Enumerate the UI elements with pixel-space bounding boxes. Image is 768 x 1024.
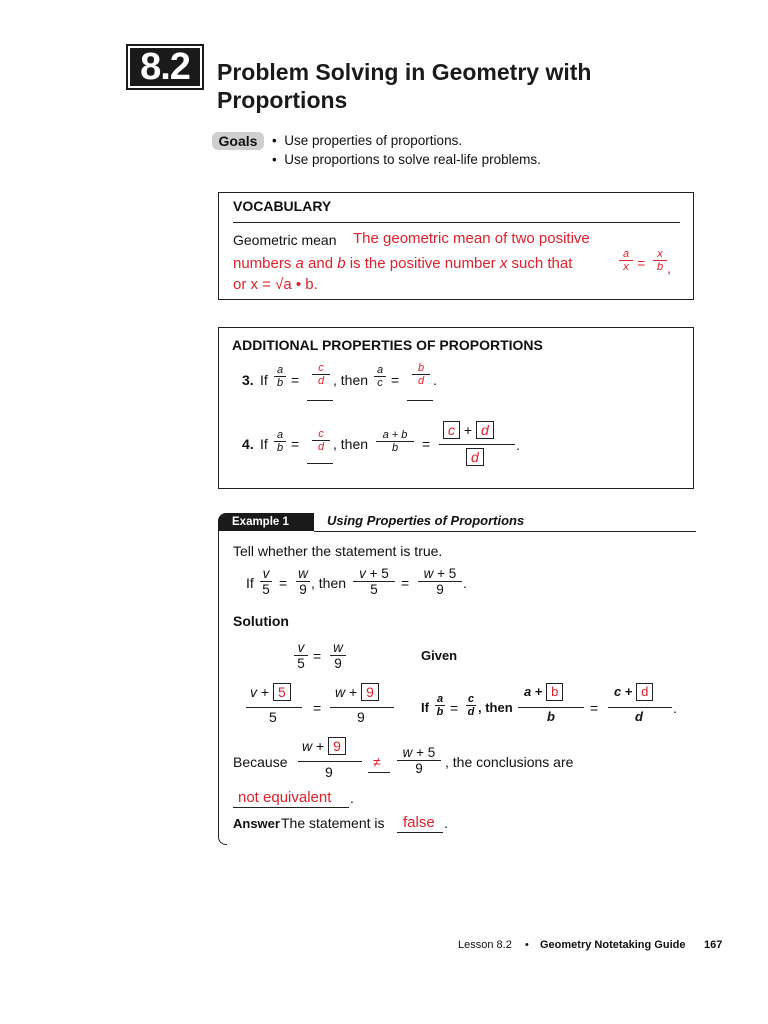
example-prompt: Tell whether the statement is true. xyxy=(233,543,443,559)
vocabulary-heading: VOCABULARY xyxy=(233,198,332,214)
footer-guide: Geometry Notetaking Guide xyxy=(540,939,686,951)
vocabulary-definition-line3: or x = √a • b. xyxy=(233,276,318,293)
property-4-label: 4. xyxy=(242,436,254,452)
geo-mean-frac-a-x: a x xyxy=(619,248,633,273)
goal-item-1: • Use properties of proportions. xyxy=(272,133,463,148)
page-number: 167 xyxy=(704,939,723,951)
page-title: Problem Solving in Geometry with Proportions xyxy=(217,59,592,113)
property-3-label: 3. xyxy=(242,372,254,388)
example-border xyxy=(218,531,219,837)
example-divider xyxy=(314,531,696,532)
vocabulary-definition-line1: The geometric mean of two positive xyxy=(353,230,590,247)
vocabulary-divider xyxy=(233,222,680,223)
properties-heading: ADDITIONAL PROPERTIES OF PROPORTIONS xyxy=(232,337,543,353)
blank-line xyxy=(307,463,333,464)
blank-line xyxy=(407,400,433,401)
goal-item-2: • Use proportions to solve real-life problems. xyxy=(272,152,541,167)
solution-heading: Solution xyxy=(233,613,289,629)
vocabulary-definition-line2: numbers a and b is the positive number x such that xyxy=(233,255,573,272)
answer-fill: false xyxy=(403,814,435,831)
answer-label: Answer xyxy=(233,816,280,831)
goals-label: Goals xyxy=(212,132,264,150)
vocabulary-term: Geometric mean xyxy=(233,232,337,248)
given-label: Given xyxy=(421,648,458,663)
example-title: Using Properties of Proportions xyxy=(327,513,525,528)
blank-line xyxy=(307,400,333,401)
example-tab: Example 1 xyxy=(218,513,314,531)
section-number-badge: 8.2 xyxy=(128,46,202,88)
footer-lesson: Lesson 8.2 xyxy=(458,939,512,951)
conclusion-fill: not equivalent xyxy=(238,789,332,806)
geo-mean-frac-x-b: x b xyxy=(653,248,667,273)
